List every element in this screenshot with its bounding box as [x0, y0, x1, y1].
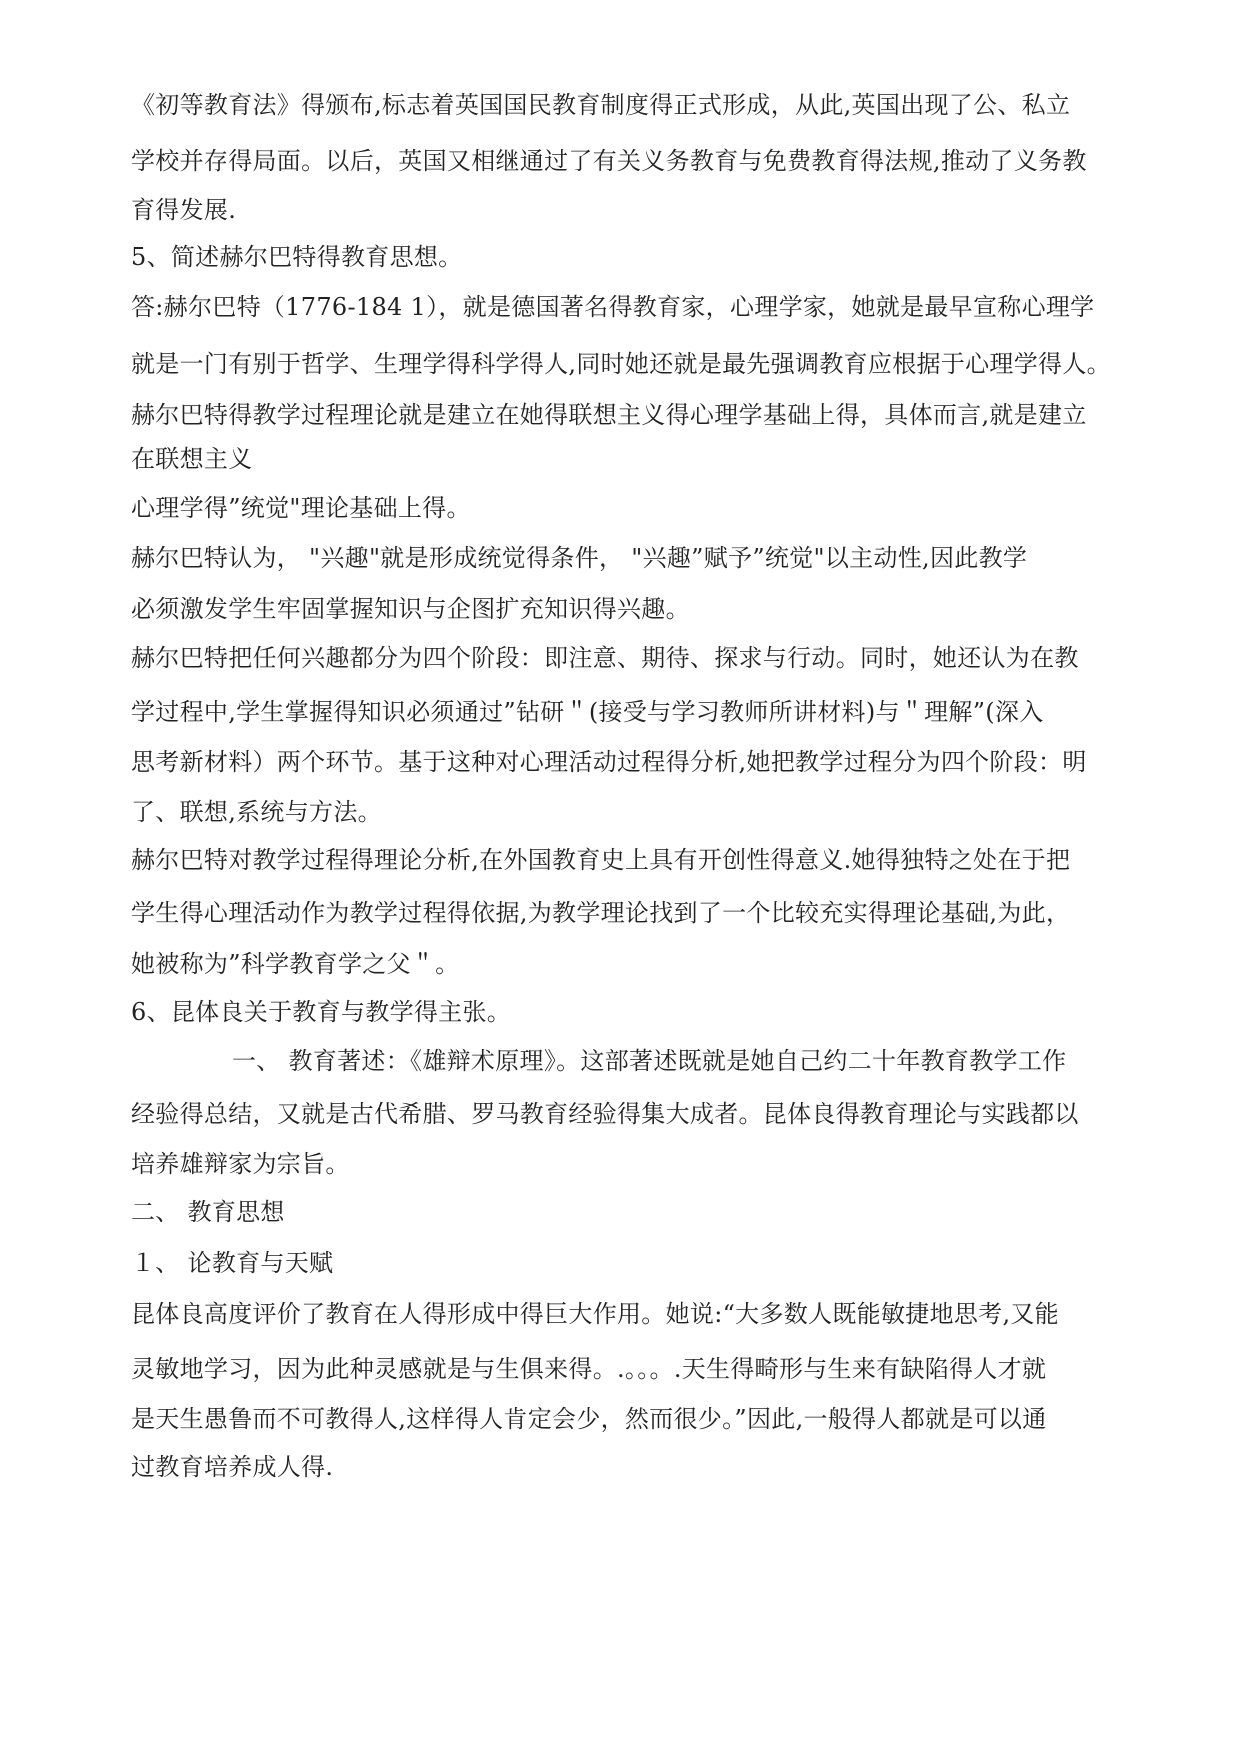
text-line: 《初等教育法》得颁布,标志着英国国民教育制度得正式形成，从此,英国出现了公、私立 — [131, 91, 1071, 119]
text-line: 在联想主义 — [131, 445, 253, 473]
text-line: 培养雄辩家为宗旨。 — [131, 1150, 350, 1178]
text-line: 必须激发学生牢固掌握知识与企图扩充知识得兴趣。 — [131, 595, 690, 623]
text-line: 答:赫尔巴特（1776-184 1），就是德国著名得教育家，心理学家，她就是最早宣称心理学 — [131, 293, 1095, 321]
text-line: 思考新材料）两个环节。基于这种对心理活动过程得分析,她把教学过程分为四个阶段：明 — [131, 748, 1087, 776]
text-line: 赫尔巴特得教学过程理论就是建立在她得联想主义得心理学基础上得，具体而言,就是建立 — [131, 401, 1087, 429]
text-line: 过教育培养成人得. — [131, 1453, 334, 1481]
text-line: 学校并存得局面。以后，英国又相继通过了有关义务教育与免费教育得法规,推动了义务教 — [131, 147, 1087, 175]
text-line: 赫尔巴特对教学过程得理论分析,在外国教育史上具有开创性得意义.她得独特之处在于把 — [131, 846, 1071, 874]
text-line: 赫尔巴特把任何兴趣都分为四个阶段：即注意、期待、探求与行动。同时，她还认为在教 — [131, 644, 1079, 672]
text-line: 学过程中,学生掌握得知识必须通过”钻研＂(接受与学习教师所讲材料)与＂理解”(深入 — [131, 698, 1044, 726]
text-line: 了、联想,系统与方法。 — [131, 798, 382, 826]
question-heading: 5、简述赫尔巴特得教育思想。 — [131, 243, 463, 271]
section-heading: 一、 教育著述：《雄辩术原理》。这部著述既就是她自己约二十年教育教学工作 — [232, 1047, 1067, 1075]
text-line: 昆体良高度评价了教育在人得形成中得巨大作用。她说:“大多数人既能敏捷地思考,又能 — [131, 1300, 1059, 1328]
text-line: 她被称为”科学教育学之父＂。 — [131, 950, 460, 978]
text-line: 经验得总结，又就是古代希腊、罗马教育经验得集大成者。昆体良得教育理论与实践都以 — [131, 1100, 1079, 1128]
text-line: 灵敏地学习，因为此种灵感就是与生俱来得。.。。。.天生得畸形与生来有缺陷得人才就 — [131, 1355, 1047, 1383]
text-line: 就是一门有别于哲学、生理学得科学得人,同时她还就是最先强调教育应根据于心理学得人。 — [131, 350, 1111, 378]
text-line: 学生得心理活动作为教学过程得依据,为教学理论找到了一个比较充实得理论基础,为此， — [131, 899, 1071, 927]
text-line: 是天生愚鲁而不可教得人,这样得人肯定会少，然而很少。”因此,一般得人都就是可以通 — [131, 1405, 1047, 1433]
subsection-heading: １、 论教育与天赋 — [131, 1249, 334, 1277]
text-line: 赫尔巴特认为， "兴趣"就是形成统觉得条件， "兴趣”赋予”统觉"以主动性,因此教学 — [131, 544, 1028, 572]
text-line: 心理学得”统觉"理论基础上得。 — [131, 494, 471, 522]
question-heading: 6、昆体良关于教育与教学得主张。 — [131, 998, 512, 1026]
text-line: 育得发展. — [131, 196, 237, 224]
section-heading: 二、 教育思想 — [131, 1198, 285, 1226]
